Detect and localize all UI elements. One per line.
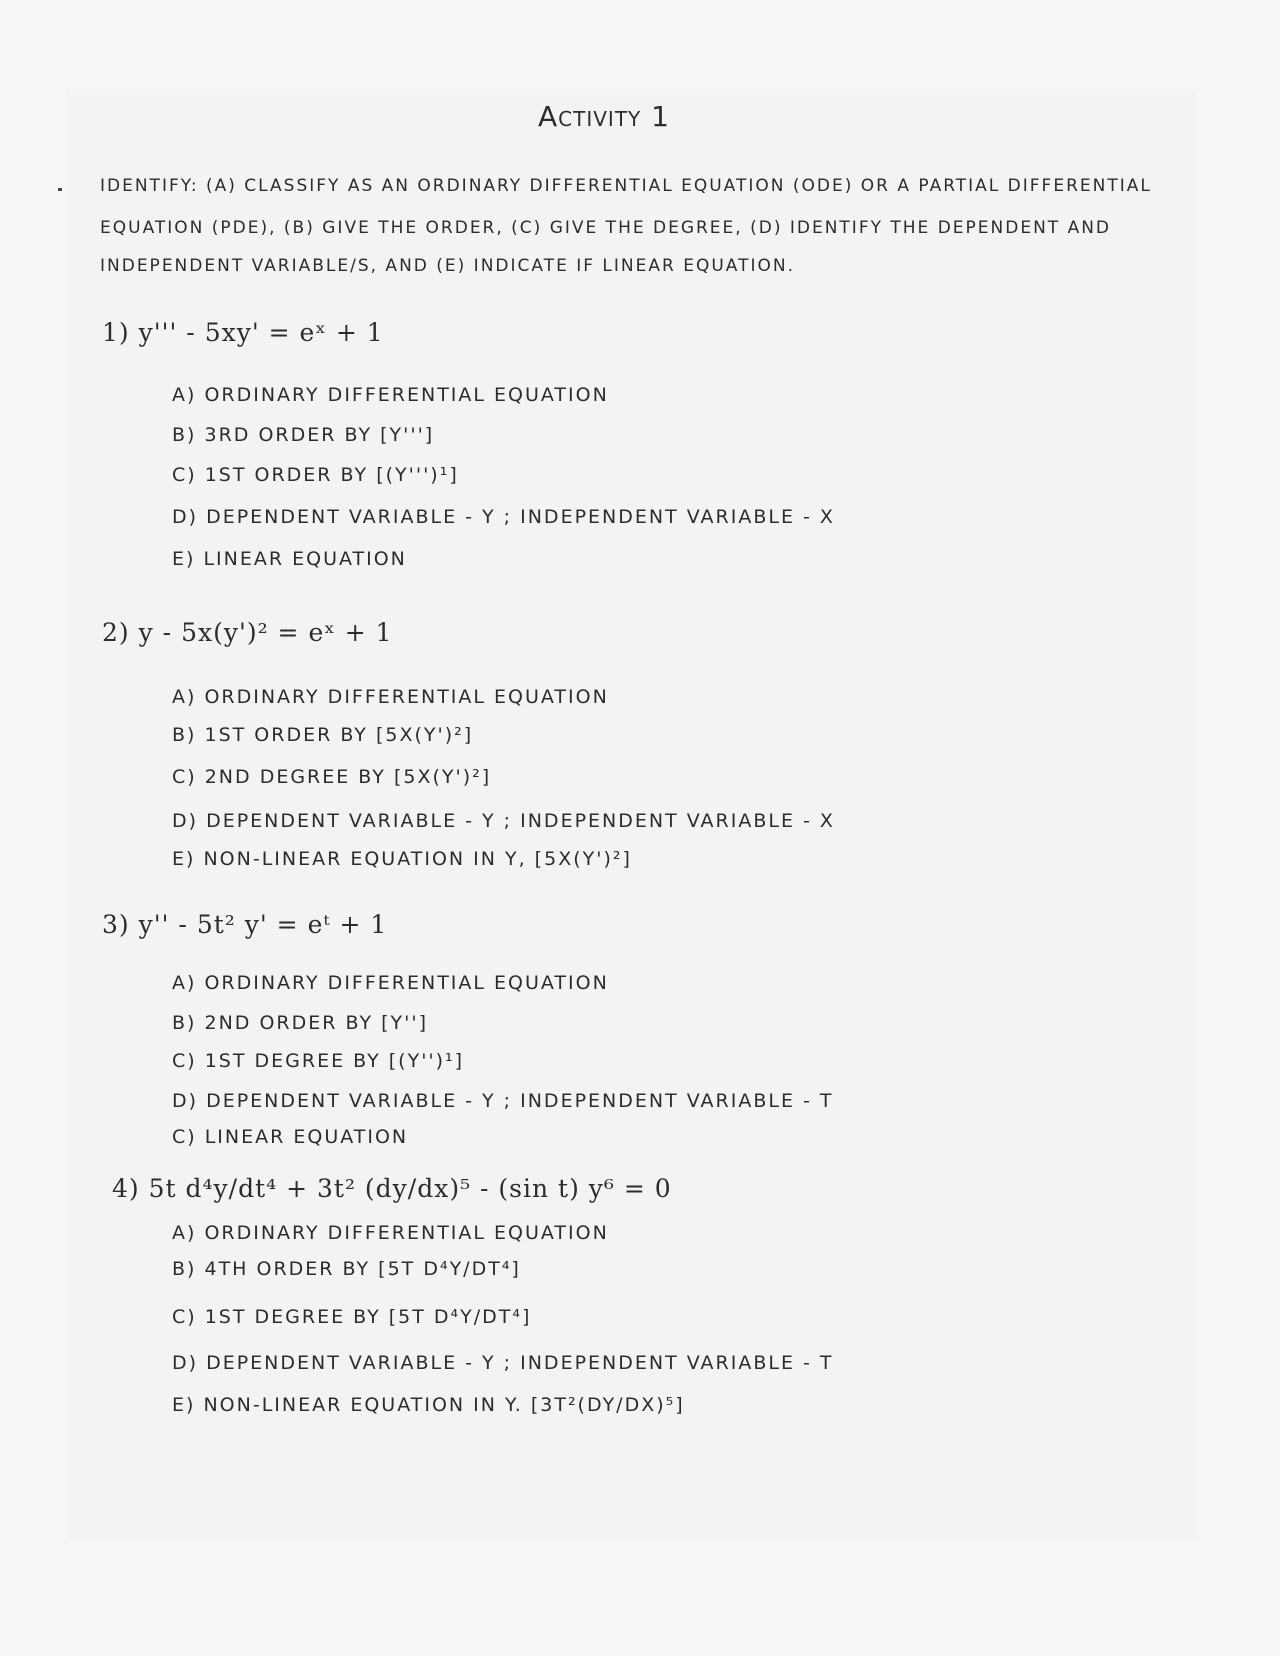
problem-1-answer-b: B) 3RD ORDER BY [Y'''] [172, 424, 435, 446]
problem-3-answer-e: C) LINEAR EQUATION [172, 1126, 409, 1148]
problem-1-answer-d: D) DEPENDENT VARIABLE - Y ; INDEPENDENT VARIABLE - X [172, 506, 835, 528]
problem-3-equation: 3) y'' - 5t² y' = eᵗ + 1 [102, 910, 388, 939]
problem-3-answer-b: B) 2ND ORDER BY [Y''] [172, 1012, 429, 1034]
problem-4-answer-a: A) ORDINARY DIFFERENTIAL EQUATION [172, 1222, 609, 1244]
problem-4-answer-b: B) 4TH ORDER BY [5T D⁴Y/DT⁴] [172, 1258, 521, 1280]
problem-3-answer-a: A) ORDINARY DIFFERENTIAL EQUATION [172, 972, 609, 994]
instructions-line-3: INDEPENDENT VARIABLE/S, AND (E) INDICATE IF LINEAR EQUATION. [100, 256, 795, 276]
bullet-mark [58, 188, 62, 191]
problem-3-answer-d: D) DEPENDENT VARIABLE - Y ; INDEPENDENT VARIABLE - T [172, 1090, 834, 1112]
problem-4-answer-d: D) DEPENDENT VARIABLE - Y ; INDEPENDENT VARIABLE - T [172, 1352, 834, 1374]
problem-1-answer-c: C) 1ST ORDER BY [(Y''')¹] [172, 464, 459, 486]
instructions-line-1: IDENTIFY: (A) CLASSIFY AS AN ORDINARY DIFFERENTIAL EQUATION (ODE) OR A PARTIAL DIFFERENTIAL [100, 176, 1152, 196]
problem-2-answer-a: A) ORDINARY DIFFERENTIAL EQUATION [172, 686, 609, 708]
problem-4-answer-e: E) NON-LINEAR EQUATION IN Y. [3T²(DY/DX)⁵] [172, 1394, 685, 1416]
problem-2-answer-e: E) NON-LINEAR EQUATION IN Y, [5X(Y')²] [172, 848, 632, 870]
instructions-line-2: EQUATION (PDE), (B) GIVE THE ORDER, (C) GIVE THE DEGREE, (D) IDENTIFY THE DEPENDENT AND [100, 218, 1112, 238]
problem-2-answer-d: D) DEPENDENT VARIABLE - Y ; INDEPENDENT VARIABLE - X [172, 810, 835, 832]
problem-4-equation: 4) 5t d⁴y/dt⁴ + 3t² (dy/dx)⁵ - (sin t) y⁶ = 0 [112, 1174, 672, 1203]
problem-1-equation: 1) y''' - 5xy' = eˣ + 1 [102, 318, 384, 347]
problem-3-answer-c: C) 1ST DEGREE BY [(Y'')¹] [172, 1050, 465, 1072]
problem-2-answer-c: C) 2ND DEGREE BY [5X(Y')²] [172, 766, 492, 788]
problem-1-answer-e: E) LINEAR EQUATION [172, 548, 407, 570]
problem-4-answer-c: C) 1ST DEGREE BY [5T D⁴Y/DT⁴] [172, 1306, 532, 1328]
problem-2-equation: 2) y - 5x(y')² = eˣ + 1 [102, 618, 393, 647]
page-title: Activity 1 [538, 100, 670, 133]
problem-1-answer-a: A) ORDINARY DIFFERENTIAL EQUATION [172, 384, 609, 406]
problem-2-answer-b: B) 1ST ORDER BY [5X(Y')²] [172, 724, 474, 746]
